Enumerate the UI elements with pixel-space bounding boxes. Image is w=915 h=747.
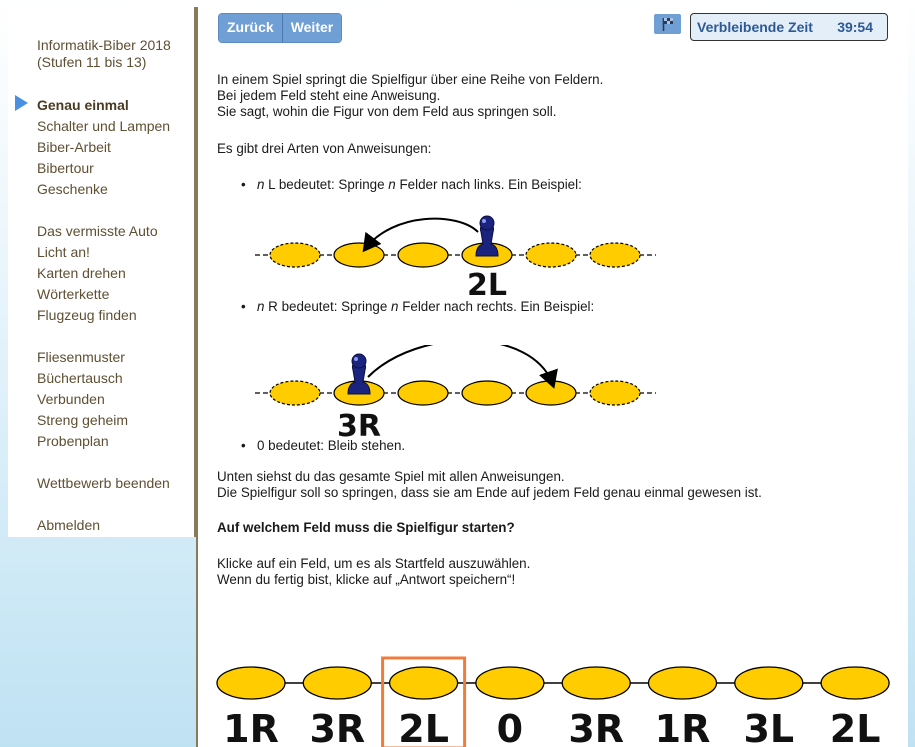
game-field[interactable] xyxy=(562,667,630,699)
example-field xyxy=(590,243,640,267)
sidebar-item-fliesenmuster[interactable]: Fliesenmuster xyxy=(37,349,125,365)
back-button[interactable]: Zurück xyxy=(219,14,282,42)
sidebar-item-geschenke[interactable]: Geschenke xyxy=(37,181,108,197)
intro-line-2: Bei jedem Feld steht eine Anweisung. xyxy=(217,88,441,103)
sidebar xyxy=(8,7,196,537)
bullet-right-text-2: Felder nach rechts. Ein Beispiel: xyxy=(398,299,595,314)
contest-title xyxy=(37,37,171,71)
game-field[interactable] xyxy=(303,667,371,699)
types-intro: Es gibt drei Arten von Anweisungen: xyxy=(217,141,432,156)
instruction-line-2: Wenn du fertig bist, klicke auf „Antwort speichern“! xyxy=(217,572,516,587)
pawn-icon xyxy=(476,216,498,256)
example-field xyxy=(590,381,640,405)
example-right-jump-figure xyxy=(253,345,663,440)
bullet-right-jump xyxy=(257,299,594,315)
game-field[interactable] xyxy=(476,667,544,699)
sidebar-item-genau-einmal[interactable]: Genau einmal xyxy=(37,97,129,113)
game-field[interactable] xyxy=(821,667,889,699)
nav-buttons xyxy=(218,13,342,43)
sidebar-item-licht-an[interactable]: Licht an! xyxy=(37,244,90,260)
sidebar-item-buechertausch[interactable]: Büchertausch xyxy=(37,370,123,386)
game-field-label[interactable]: 1R xyxy=(223,707,279,747)
example-left-label: 2L xyxy=(467,268,507,297)
flag-icon xyxy=(662,17,674,31)
game-field-label[interactable]: 2L xyxy=(398,707,449,747)
game-field[interactable] xyxy=(735,667,803,699)
bullet-dot: • xyxy=(241,438,246,453)
sidebar-item-verbunden[interactable]: Verbunden xyxy=(37,391,105,407)
below-line-2: Die Spielfigur soll so springen, dass sie am Ende auf jedem Feld genau einmal gewesen ist. xyxy=(217,485,762,500)
remaining-time-value: 39:54 xyxy=(837,19,873,35)
bullet-dot: • xyxy=(241,299,246,314)
example-right-label: 3R xyxy=(337,409,381,440)
game-field-label[interactable]: 3L xyxy=(743,707,795,747)
below-line-1: Unten siehst du das gesamte Spiel mit allen Anweisungen. xyxy=(217,469,565,484)
bullet-right-n: n xyxy=(257,299,265,314)
task-panel xyxy=(196,7,908,747)
example-field xyxy=(270,381,320,405)
flag-button[interactable] xyxy=(654,14,681,34)
sidebar-item-schalter-und-lampen[interactable]: Schalter und Lampen xyxy=(37,118,171,134)
game-field-label[interactable]: 3R xyxy=(568,707,625,747)
sidebar-item-biber-arbeit[interactable]: Biber-Arbeit xyxy=(37,139,111,155)
example-field xyxy=(526,243,576,267)
remaining-time-label: Verbleibende Zeit xyxy=(697,19,813,35)
bullet-left-text-2: Felder nach links. Ein Beispiel: xyxy=(395,177,582,192)
example-field xyxy=(526,381,576,405)
bullet-left-jump xyxy=(257,177,582,193)
game-field[interactable] xyxy=(390,667,458,699)
sidebar-item-bibertour[interactable]: Bibertour xyxy=(37,160,94,176)
game-board xyxy=(208,647,898,747)
sidebar-item-streng-geheim[interactable]: Streng geheim xyxy=(37,412,129,428)
example-field xyxy=(270,243,320,267)
remaining-time-box xyxy=(690,13,888,41)
game-field-label[interactable]: 1R xyxy=(654,707,711,747)
intro-line-1: In einem Spiel springt die Spielfigur über eine Reihe von Feldern. xyxy=(217,72,604,87)
contest-title-line1: Informatik-Biber 2018 xyxy=(37,37,171,53)
example-left-jump-figure xyxy=(253,202,663,297)
logout-link[interactable]: Abmelden xyxy=(37,517,101,533)
bullet-left-n2: n xyxy=(388,177,396,192)
end-contest-link[interactable]: Wettbewerb beenden xyxy=(37,475,170,491)
sidebar-item-probenplan[interactable]: Probenplan xyxy=(37,433,109,449)
game-field[interactable] xyxy=(217,667,285,699)
game-field-label[interactable]: 3R xyxy=(309,707,366,747)
game-field-label[interactable]: 2L xyxy=(829,707,881,747)
game-field-label[interactable]: 0 xyxy=(496,707,524,747)
instruction-line-1: Klicke auf ein Feld, um es als Startfeld auszuwählen. xyxy=(217,556,531,571)
intro-line-3: Sie sagt, wohin die Figur von dem Feld aus springen soll. xyxy=(217,104,557,119)
example-field xyxy=(398,381,448,405)
example-field xyxy=(398,243,448,267)
bullet-left-text-1: L bedeutet: Springe xyxy=(264,177,389,192)
current-task-arrow-icon xyxy=(15,95,28,111)
bullet-right-text-1: R bedeutet: Springe xyxy=(264,299,392,314)
pawn-icon xyxy=(348,354,370,394)
sidebar-item-karten-drehen[interactable]: Karten drehen xyxy=(37,265,126,281)
contest-title-line2: (Stufen 11 bis 13) xyxy=(37,54,147,70)
jump-arrow-icon xyxy=(368,345,553,385)
sidebar-item-flugzeug-finden[interactable]: Flugzeug finden xyxy=(37,307,137,323)
example-field xyxy=(334,243,384,267)
sidebar-item-woerterkette[interactable]: Wörterkette xyxy=(37,286,110,302)
sidebar-item-das-vermisste-auto[interactable]: Das vermisste Auto xyxy=(37,223,158,239)
bullet-stay: 0 bedeutet: Bleib stehen. xyxy=(257,438,406,453)
question: Auf welchem Feld muss die Spielfigur starten? xyxy=(217,520,515,535)
bullet-dot: • xyxy=(241,177,246,192)
example-field xyxy=(462,381,512,405)
bullet-left-n: n xyxy=(257,177,265,192)
next-button[interactable]: Weiter xyxy=(282,14,342,42)
bullet-right-n2: n xyxy=(391,299,399,314)
game-field[interactable] xyxy=(649,667,717,699)
